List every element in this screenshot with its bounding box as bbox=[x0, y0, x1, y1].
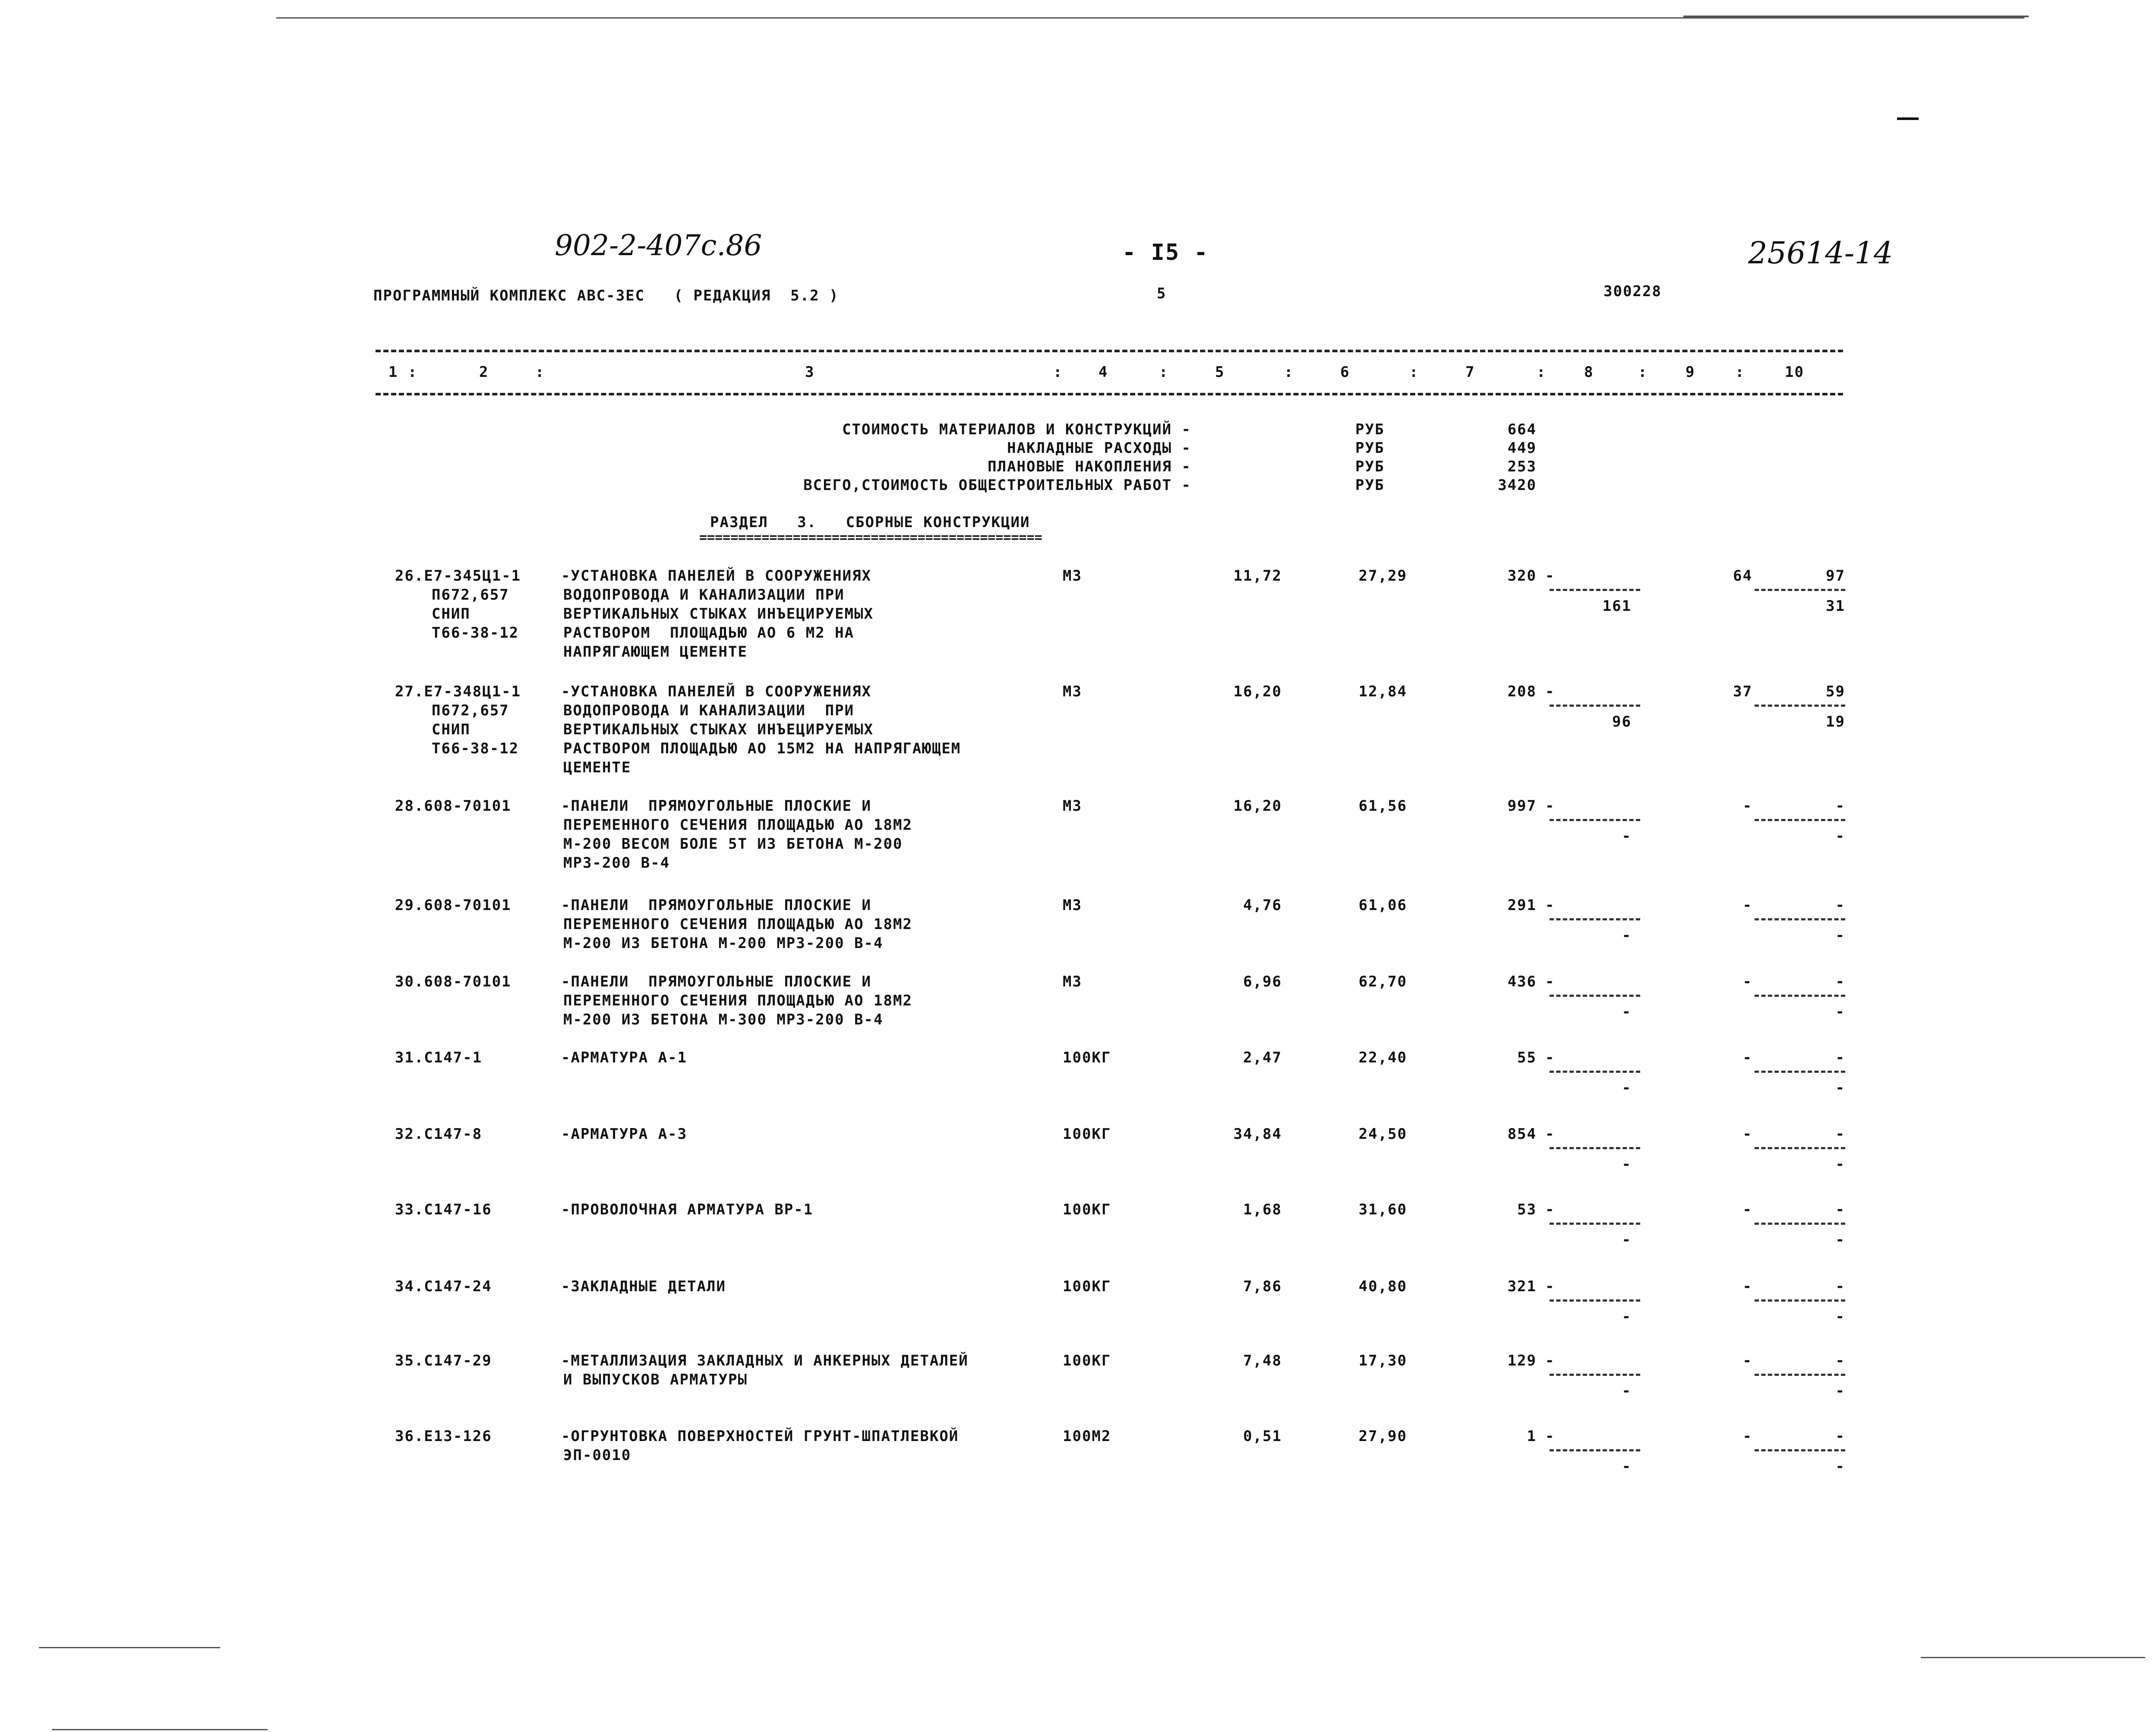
row-col8: - bbox=[1545, 797, 1555, 815]
page-number-label: - I5 - bbox=[1122, 240, 1209, 265]
column-number-7: 7 bbox=[1465, 363, 1475, 381]
row-col10-lower: - bbox=[1835, 828, 1845, 845]
row-col9: - bbox=[1742, 973, 1752, 990]
row-unit: 100КГ bbox=[1063, 1049, 1111, 1066]
row-col9: - bbox=[1742, 1125, 1752, 1143]
row-description-line: -ПРОВОЛОЧНАЯ АРМАТУРА ВР-1 bbox=[561, 1201, 814, 1218]
row-unit-price: 62,70 bbox=[1358, 973, 1407, 990]
column-separators: : bbox=[1735, 363, 1745, 381]
row-description-line: -АРМАТУРА А-1 bbox=[561, 1049, 688, 1066]
column-separators: : bbox=[1409, 363, 1419, 381]
column-separators: : bbox=[1537, 363, 1547, 381]
column-number-6: 6 bbox=[1340, 363, 1350, 381]
row-unit-price: 17,30 bbox=[1358, 1352, 1407, 1369]
summary-unit: РУБ bbox=[1355, 458, 1385, 475]
row-code-line: Т66-38-12 bbox=[432, 740, 519, 757]
row-unit: 100М2 bbox=[1063, 1428, 1111, 1445]
row-description-line: М-200 ВЕСОМ БОЛЕ 5Т ИЗ БЕТОНА М-200 bbox=[563, 835, 903, 853]
row-col8: - bbox=[1545, 1049, 1555, 1066]
row-description-line: РАСТВОРОМ ПЛОЩАДЬЮ АО 15М2 НА НАПРЯГАЮЩЕМ bbox=[563, 740, 961, 757]
row-description-line: -АРМАТУРА А-3 bbox=[561, 1125, 688, 1143]
row-col10-lower: - bbox=[1835, 1079, 1845, 1097]
row-col10-lower: - bbox=[1835, 1156, 1845, 1173]
row-unit: 100КГ bbox=[1063, 1278, 1111, 1295]
row-unit-price: 40,80 bbox=[1358, 1278, 1407, 1295]
row-quantity: 7,86 bbox=[1243, 1278, 1282, 1295]
row-col10: - bbox=[1835, 1352, 1845, 1369]
cell-divider-line bbox=[1550, 705, 1640, 707]
row-total: 436 bbox=[1507, 973, 1537, 990]
cell-divider-line bbox=[1550, 918, 1640, 920]
row-total: 854 bbox=[1507, 1125, 1537, 1143]
row-description-line: ПЕРЕМЕННОГО СЕЧЕНИЯ ПЛОЩАДЬЮ АО 18М2 bbox=[563, 916, 912, 933]
row-col10: - bbox=[1835, 797, 1845, 815]
summary-label: НАКЛАДНЫЕ РАСХОДЫ - bbox=[1007, 439, 1191, 457]
row-description-line: ВОДОПРОВОДА И КАНАЛИЗАЦИИ ПРИ bbox=[563, 586, 845, 604]
row-col8: - bbox=[1545, 567, 1555, 585]
cell-divider-line bbox=[1755, 1071, 1845, 1073]
row-description-line: ВЕРТИКАЛЬНЫХ СТЫКАХ ИНЪЕЦИРУЕМЫХ bbox=[563, 605, 874, 623]
row-total: 1 bbox=[1527, 1428, 1537, 1445]
row-col8: - bbox=[1545, 1125, 1555, 1143]
row-unit-price: 27,29 bbox=[1358, 567, 1407, 585]
row-col9: - bbox=[1742, 1201, 1752, 1218]
row-total: 55 bbox=[1517, 1049, 1537, 1066]
cell-divider-line bbox=[1550, 1147, 1640, 1149]
cell-divider-line bbox=[1550, 1449, 1640, 1451]
row-description-line: РАСТВОРОМ ПЛОЩАДЬЮ АО 6 М2 НА bbox=[563, 624, 855, 642]
column-number-3: 3 bbox=[805, 363, 815, 381]
row-col8-lower: - bbox=[1622, 1079, 1632, 1097]
scan-edge-line bbox=[1921, 1657, 2145, 1658]
row-col9: - bbox=[1742, 1278, 1752, 1295]
row-unit: М3 bbox=[1063, 973, 1082, 990]
row-col8: - bbox=[1545, 897, 1555, 914]
summary-value: 3420 bbox=[1498, 477, 1537, 494]
cell-divider-line bbox=[1755, 995, 1845, 997]
row-description-line: -ОГРУНТОВКА ПОВЕРХНОСТЕЙ ГРУНТ-ШПАТЛЕВКОЙ bbox=[561, 1428, 959, 1445]
row-unit: М3 bbox=[1063, 567, 1082, 585]
row-unit-price: 24,50 bbox=[1358, 1125, 1407, 1143]
row-unit-price: 12,84 bbox=[1358, 683, 1407, 700]
row-code-line: Т66-38-12 bbox=[432, 624, 519, 642]
row-col10-lower: - bbox=[1835, 1458, 1845, 1475]
row-description-line: -ПАНЕЛИ ПРЯМОУГОЛЬНЫЕ ПЛОСКИЕ И bbox=[561, 797, 872, 815]
row-code: 32.С147-8 bbox=[395, 1125, 483, 1143]
row-col8-lower: - bbox=[1622, 1156, 1632, 1173]
row-col10-lower: 19 bbox=[1826, 713, 1845, 730]
summary-value: 664 bbox=[1507, 421, 1537, 438]
row-description-line: ПЕРЕМЕННОГО СЕЧЕНИЯ ПЛОЩАДЬЮ АО 18М2 bbox=[563, 992, 912, 1009]
row-unit-price: 61,06 bbox=[1358, 897, 1407, 914]
row-description-line: М-200 ИЗ БЕТОНА М-200 МРЗ-200 В-4 bbox=[563, 935, 884, 952]
row-description-line: -МЕТАЛЛИЗАЦИЯ ЗАКЛАДНЫХ И АНКЕРНЫХ ДЕТАЛЕЙ bbox=[561, 1352, 969, 1369]
row-description-line: -УСТАНОВКА ПАНЕЛЕЙ В СООРУЖЕНИЯХ bbox=[561, 683, 872, 700]
row-code: 36.Е13-126 bbox=[395, 1428, 492, 1445]
row-total: 129 bbox=[1507, 1352, 1537, 1369]
row-unit: М3 bbox=[1063, 897, 1082, 914]
row-code: 29.608-70101 bbox=[395, 897, 511, 914]
row-col10: - bbox=[1835, 1201, 1845, 1218]
job-number: 300228 bbox=[1604, 283, 1662, 300]
program-title: ПРОГРАММНЫЙ КОМПЛЕКС АВС-3ЕС ( РЕДАКЦИЯ 5.2 ) bbox=[373, 287, 839, 304]
row-col10: - bbox=[1835, 1049, 1845, 1066]
row-col10-lower: - bbox=[1835, 1382, 1845, 1400]
row-quantity: 2,47 bbox=[1243, 1049, 1282, 1066]
row-col8-lower: - bbox=[1622, 1003, 1632, 1021]
column-number-2: 2 bbox=[479, 363, 489, 381]
column-number-1: 1 bbox=[388, 363, 398, 381]
row-unit: 100КГ bbox=[1063, 1352, 1111, 1369]
row-quantity: 0,51 bbox=[1243, 1428, 1282, 1445]
row-unit: М3 bbox=[1063, 797, 1082, 815]
cell-divider-line bbox=[1550, 1374, 1640, 1376]
row-description-line: МРЗ-200 В-4 bbox=[563, 854, 670, 872]
row-code-line: СНИП bbox=[432, 605, 470, 623]
cell-divider-line bbox=[1755, 589, 1845, 591]
row-quantity: 1,68 bbox=[1243, 1201, 1282, 1218]
column-number-5: 5 bbox=[1215, 363, 1225, 381]
row-description-line: НАПРЯГАЮЩЕМ ЦЕМЕНТЕ bbox=[563, 643, 748, 661]
row-col8: - bbox=[1545, 1201, 1555, 1218]
row-col8-lower: - bbox=[1622, 828, 1632, 845]
row-description-line: ВОДОПРОВОДА И КАНАЛИЗАЦИИ ПРИ bbox=[563, 702, 855, 719]
section-underline: ============================================ bbox=[699, 530, 1042, 545]
column-separators: : bbox=[1053, 363, 1063, 381]
row-quantity: 4,76 bbox=[1243, 897, 1282, 914]
row-quantity: 6,96 bbox=[1243, 973, 1282, 990]
row-unit-price: 61,56 bbox=[1358, 797, 1407, 815]
scan-edge-line bbox=[1897, 117, 1919, 120]
row-code: 26.Е7-345Ц1-1 bbox=[395, 567, 521, 585]
row-col10: - bbox=[1835, 973, 1845, 990]
summary-label: ВСЕГО,СТОИМОСТЬ ОБЩЕСТРОИТЕЛЬНЫХ РАБОТ - bbox=[803, 477, 1191, 494]
scan-edge-line bbox=[276, 17, 2024, 19]
row-total: 997 bbox=[1507, 797, 1537, 815]
summary-value: 253 bbox=[1507, 458, 1537, 475]
column-number-9: 9 bbox=[1686, 363, 1695, 381]
cell-divider-line bbox=[1550, 1299, 1640, 1302]
cell-divider-line bbox=[1755, 705, 1845, 707]
row-col10: 59 bbox=[1826, 683, 1845, 700]
row-col9: 64 bbox=[1733, 567, 1752, 585]
scan-edge-line bbox=[39, 1647, 220, 1648]
row-code-line: П672,657 bbox=[432, 702, 509, 719]
cell-divider-line bbox=[1755, 1374, 1845, 1376]
row-quantity: 11,72 bbox=[1233, 567, 1282, 585]
row-code: 35.С147-29 bbox=[395, 1352, 492, 1369]
cell-divider-line bbox=[1755, 1147, 1845, 1149]
row-total: 208 bbox=[1507, 683, 1537, 700]
column-separators: : bbox=[1159, 363, 1169, 381]
row-col8-lower: - bbox=[1622, 1231, 1632, 1248]
cell-divider-line bbox=[1755, 918, 1845, 920]
header-rule-top bbox=[376, 350, 1843, 352]
row-description-line: ВЕРТИКАЛЬНЫХ СТЫКАХ ИНЪЕЦИРУЕМЫХ bbox=[563, 721, 874, 738]
cell-divider-line bbox=[1550, 1071, 1640, 1073]
row-col9: - bbox=[1742, 1428, 1752, 1445]
row-code: 33.С147-16 bbox=[395, 1201, 492, 1218]
scan-edge-line bbox=[1683, 16, 2029, 17]
row-col9: - bbox=[1742, 1049, 1752, 1066]
column-separators: : bbox=[535, 363, 545, 381]
row-col10: - bbox=[1835, 1125, 1845, 1143]
row-quantity: 34,84 bbox=[1233, 1125, 1282, 1143]
cell-divider-line bbox=[1550, 819, 1640, 821]
row-col8: - bbox=[1545, 1278, 1555, 1295]
row-col8: - bbox=[1545, 973, 1555, 990]
row-description-line: ЦЕМЕНТЕ bbox=[563, 759, 631, 776]
row-col8-lower: 96 bbox=[1612, 713, 1632, 730]
archive-number-handwritten: 25614-14 bbox=[1748, 235, 1893, 271]
row-col8-lower: - bbox=[1622, 1308, 1632, 1325]
row-description-line: ЭП-0010 bbox=[563, 1447, 631, 1464]
cell-divider-line bbox=[1550, 1223, 1640, 1225]
row-col8-lower: 161 bbox=[1602, 597, 1632, 615]
row-unit-price: 31,60 bbox=[1358, 1201, 1407, 1218]
row-description-line: -ЗАКЛАДНЫЕ ДЕТАЛИ bbox=[561, 1278, 726, 1295]
row-code: 34.С147-24 bbox=[395, 1278, 492, 1295]
row-code-line: СНИП bbox=[432, 721, 470, 738]
column-separators: : bbox=[1638, 363, 1648, 381]
summary-label: ПЛАНОВЫЕ НАКОПЛЕНИЯ - bbox=[988, 458, 1191, 475]
row-code-line: П672,657 bbox=[432, 586, 509, 604]
row-unit: 100КГ bbox=[1063, 1201, 1111, 1218]
summary-label: СТОИМОСТЬ МАТЕРИАЛОВ И КОНСТРУКЦИЙ - bbox=[842, 421, 1191, 438]
row-col9: 37 bbox=[1733, 683, 1752, 700]
doc-code-handwritten: 902-2-407c.86 bbox=[555, 229, 762, 262]
row-total: 320 bbox=[1507, 567, 1537, 585]
cell-divider-line bbox=[1550, 589, 1640, 591]
row-unit-price: 22,40 bbox=[1358, 1049, 1407, 1066]
row-code: 30.608-70101 bbox=[395, 973, 511, 990]
row-col10: - bbox=[1835, 897, 1845, 914]
row-description-line: И ВЫПУСКОВ АРМАТУРЫ bbox=[563, 1371, 748, 1388]
column-number-4: 4 bbox=[1099, 363, 1108, 381]
row-unit: 100КГ bbox=[1063, 1125, 1111, 1143]
column-number-8: 8 bbox=[1584, 363, 1594, 381]
row-col8-lower: - bbox=[1622, 1458, 1632, 1475]
row-col10-lower: 31 bbox=[1826, 597, 1845, 615]
row-quantity: 16,20 bbox=[1233, 683, 1282, 700]
row-col10-lower: - bbox=[1835, 927, 1845, 944]
row-col8: - bbox=[1545, 1352, 1555, 1369]
cell-divider-line bbox=[1755, 1223, 1845, 1225]
row-description-line: -УСТАНОВКА ПАНЕЛЕЙ В СООРУЖЕНИЯХ bbox=[561, 567, 872, 585]
row-code: 28.608-70101 bbox=[395, 797, 511, 815]
row-description-line: ПЕРЕМЕННОГО СЕЧЕНИЯ ПЛОЩАДЬЮ АО 18М2 bbox=[563, 816, 912, 834]
row-total: 291 bbox=[1507, 897, 1537, 914]
row-col8: - bbox=[1545, 1428, 1555, 1445]
row-col10-lower: - bbox=[1835, 1003, 1845, 1021]
cell-divider-line bbox=[1755, 1299, 1845, 1302]
row-col9: - bbox=[1742, 1352, 1752, 1369]
scan-edge-line bbox=[52, 1729, 268, 1730]
row-col10: - bbox=[1835, 1278, 1845, 1295]
column-separators: : bbox=[1284, 363, 1294, 381]
row-description-line: -ПАНЕЛИ ПРЯМОУГОЛЬНЫЕ ПЛОСКИЕ И bbox=[561, 973, 872, 990]
column-separators: : bbox=[408, 363, 418, 381]
cell-divider-line bbox=[1755, 819, 1845, 821]
row-col8-lower: - bbox=[1622, 927, 1632, 944]
summary-unit: РУБ bbox=[1355, 439, 1385, 457]
row-description-line: М-200 ИЗ БЕТОНА М-300 МРЗ-200 В-4 bbox=[563, 1011, 884, 1028]
row-col10: - bbox=[1835, 1428, 1845, 1445]
page-small-number: 5 bbox=[1157, 285, 1167, 302]
row-quantity: 16,20 bbox=[1233, 797, 1282, 815]
row-col9: - bbox=[1742, 897, 1752, 914]
row-col8: - bbox=[1545, 683, 1555, 700]
row-col9: - bbox=[1742, 797, 1752, 815]
row-code: 31.С147-1 bbox=[395, 1049, 483, 1066]
row-description-line: -ПАНЕЛИ ПРЯМОУГОЛЬНЫЕ ПЛОСКИЕ И bbox=[561, 897, 872, 914]
row-code: 27.Е7-348Ц1-1 bbox=[395, 683, 521, 700]
row-quantity: 7,48 bbox=[1243, 1352, 1282, 1369]
row-col10: 97 bbox=[1826, 567, 1845, 585]
row-unit: М3 bbox=[1063, 683, 1082, 700]
row-col10-lower: - bbox=[1835, 1231, 1845, 1248]
summary-unit: РУБ bbox=[1355, 421, 1385, 438]
row-total: 53 bbox=[1517, 1201, 1537, 1218]
cell-divider-line bbox=[1755, 1449, 1845, 1451]
column-number-10: 10 bbox=[1785, 363, 1804, 381]
row-total: 321 bbox=[1507, 1278, 1537, 1295]
summary-value: 449 bbox=[1507, 439, 1537, 457]
section-title: РАЗДЕЛ 3. СБОРНЫЕ КОНСТРУКЦИИ bbox=[710, 514, 1030, 531]
header-rule-bottom bbox=[376, 393, 1843, 395]
summary-unit: РУБ bbox=[1355, 477, 1385, 494]
cell-divider-line bbox=[1550, 995, 1640, 997]
row-col10-lower: - bbox=[1835, 1308, 1845, 1325]
row-unit-price: 27,90 bbox=[1358, 1428, 1407, 1445]
row-col8-lower: - bbox=[1622, 1382, 1632, 1400]
